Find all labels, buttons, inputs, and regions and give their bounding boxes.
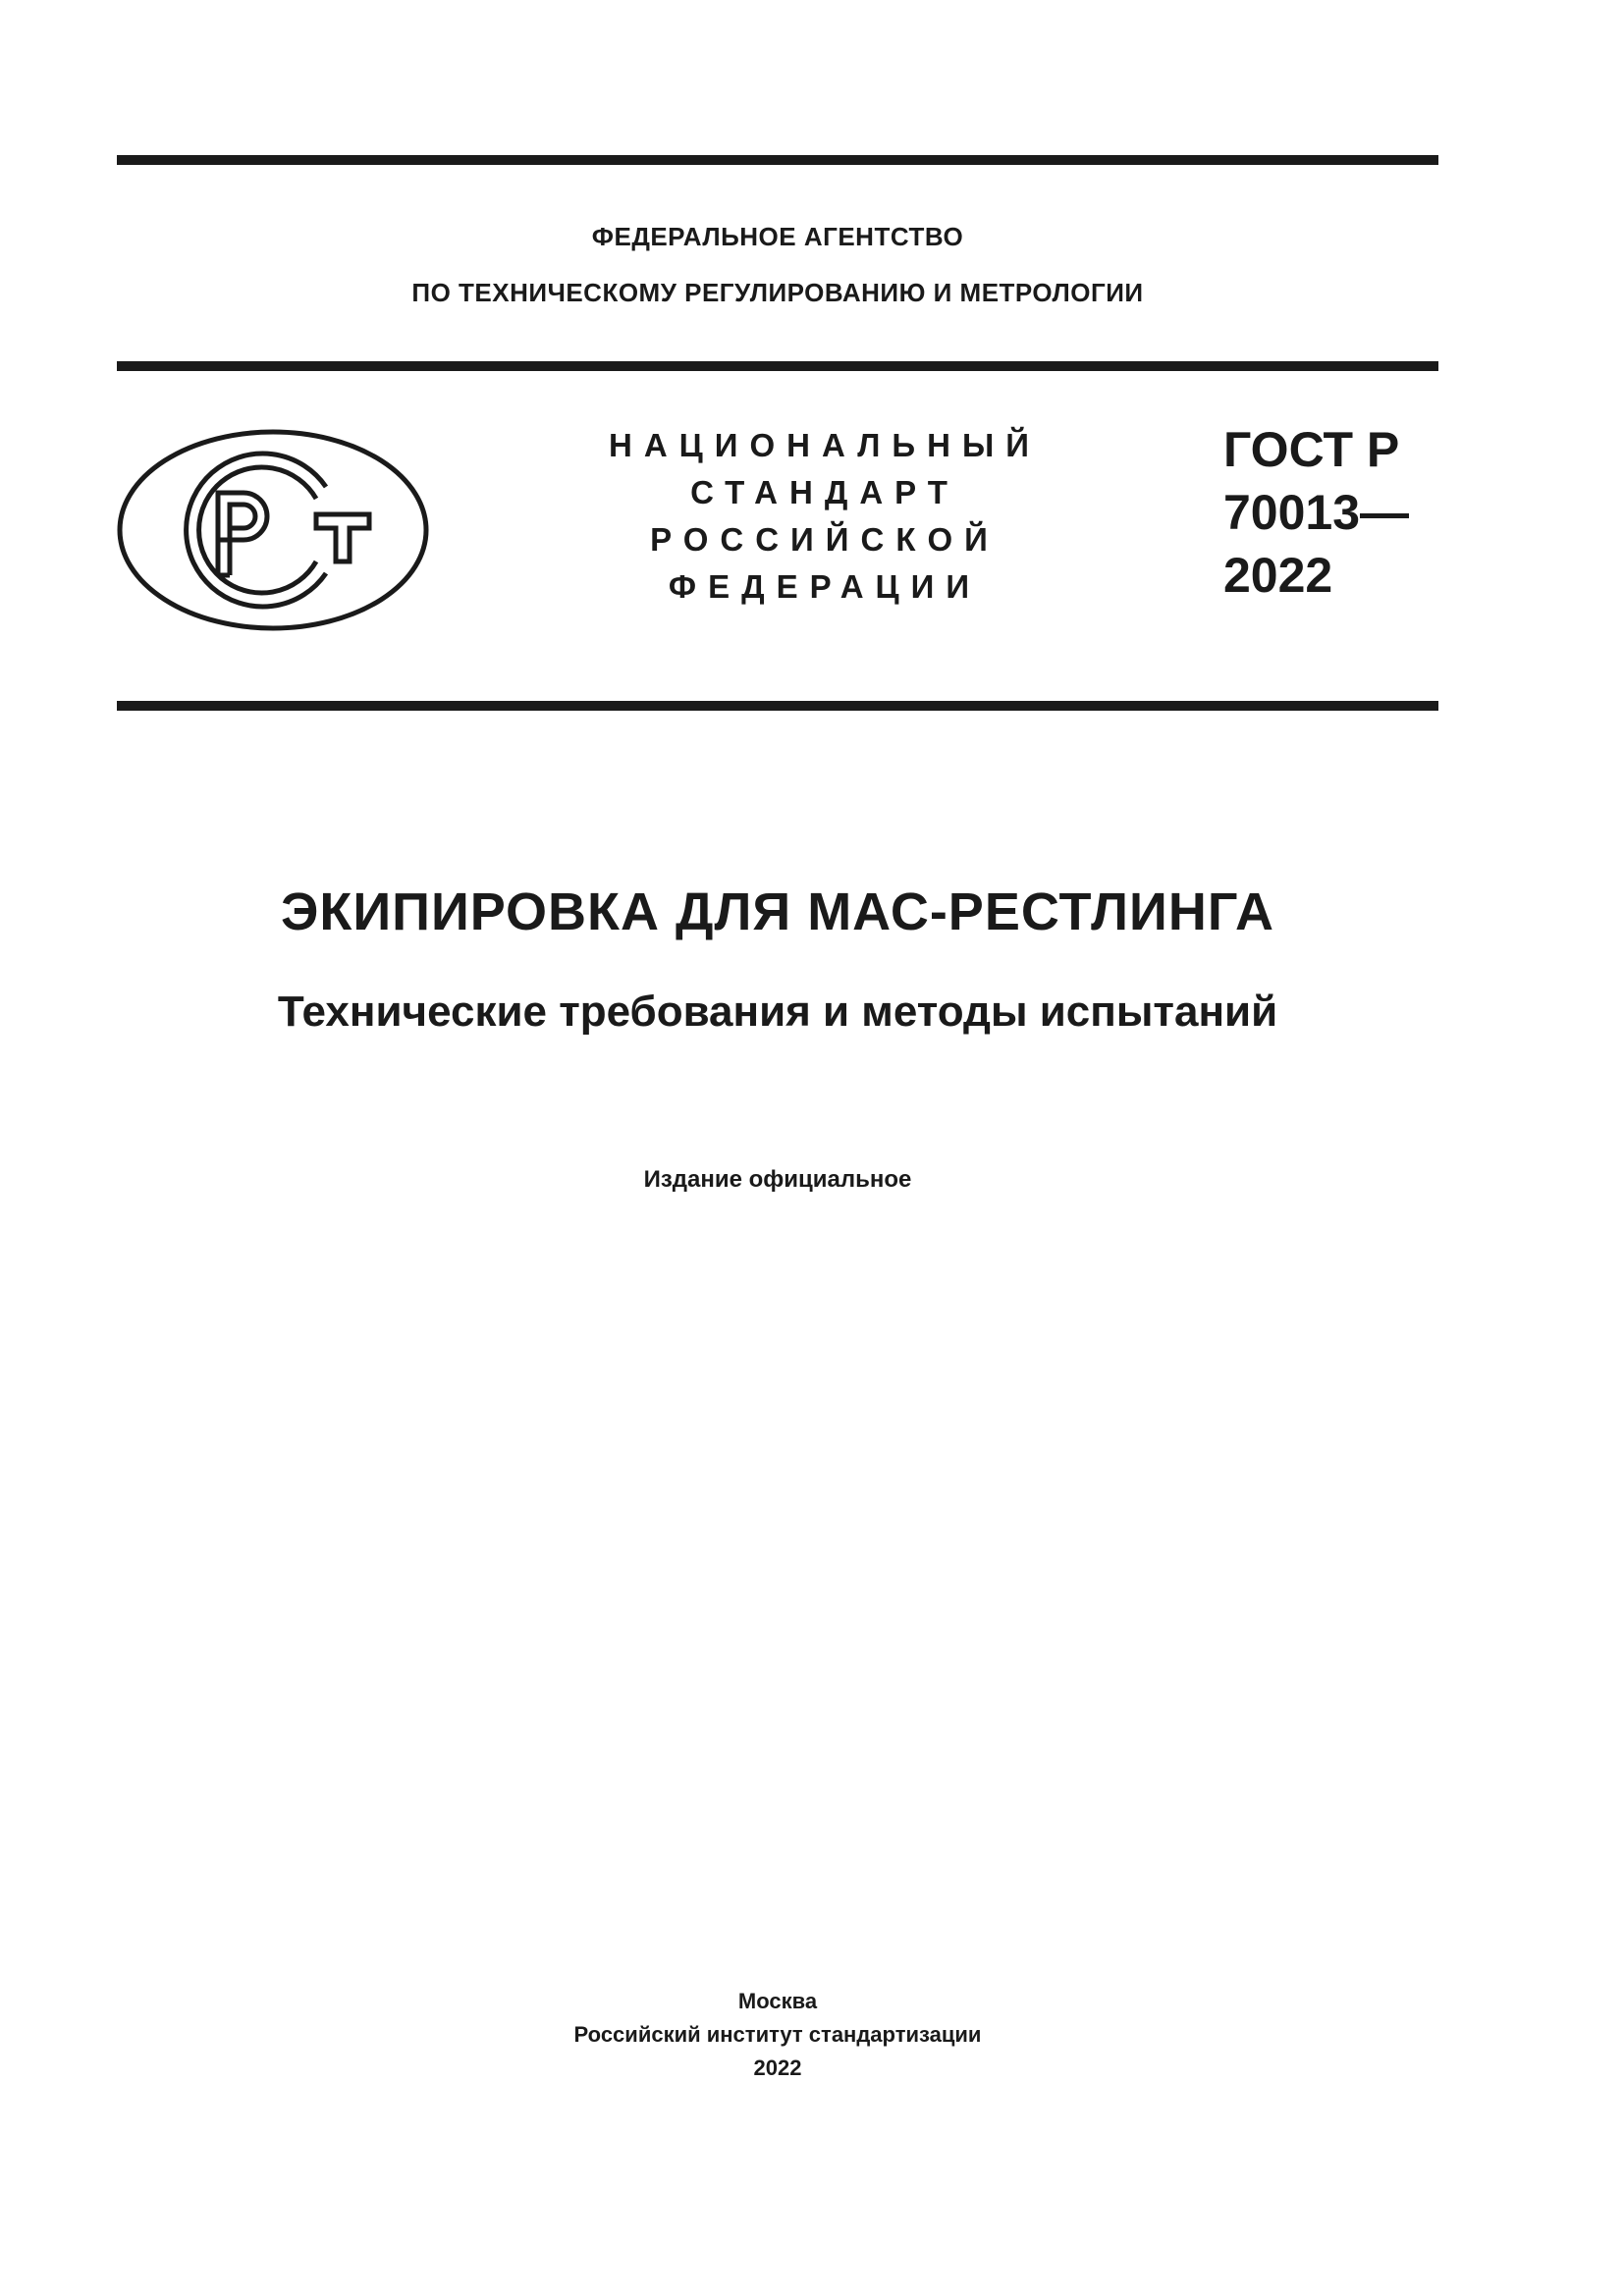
bottom-rule bbox=[117, 701, 1438, 711]
document-subtitle: Технические требования и методы испытаний bbox=[277, 988, 1278, 1036]
national-standard-line2: СТАНДАРТ bbox=[690, 474, 959, 510]
standard-designation bbox=[1223, 418, 1409, 607]
rst-certification-mark-icon bbox=[116, 428, 430, 632]
top-rule bbox=[117, 155, 1438, 165]
edition-label: Издание официальное bbox=[643, 1166, 912, 1193]
national-standard-line3: РОССИЙСКОЙ bbox=[650, 521, 1000, 558]
national-standard-line4: ФЕДЕРАЦИИ bbox=[668, 568, 982, 605]
designation-line2: 70013— bbox=[1223, 485, 1410, 540]
national-standard-line1: НАЦИОНАЛЬНЫЙ bbox=[609, 427, 1041, 463]
middle-rule bbox=[117, 361, 1438, 371]
footer-city: Москва bbox=[737, 1989, 818, 2013]
footer-publisher: Российский институт стандартизации bbox=[573, 2022, 982, 2047]
designation-line3: 2022 bbox=[1223, 548, 1333, 603]
publication-footer bbox=[117, 1985, 1438, 2085]
agency-name-line1: ФЕДЕРАЛЬНОЕ АГЕНТСТВО bbox=[591, 222, 964, 251]
designation-line1: ГОСТ Р bbox=[1223, 422, 1400, 477]
footer-year: 2022 bbox=[753, 2056, 802, 2080]
document-title: ЭКИПИРОВКА ДЛЯ МАС-РЕСТЛИНГА bbox=[280, 882, 1275, 941]
national-standard-label bbox=[550, 422, 1100, 611]
agency-name-line2: ПО ТЕХНИЧЕСКОМУ РЕГУЛИРОВАНИЮ И МЕТРОЛОГИИ bbox=[411, 278, 1144, 307]
